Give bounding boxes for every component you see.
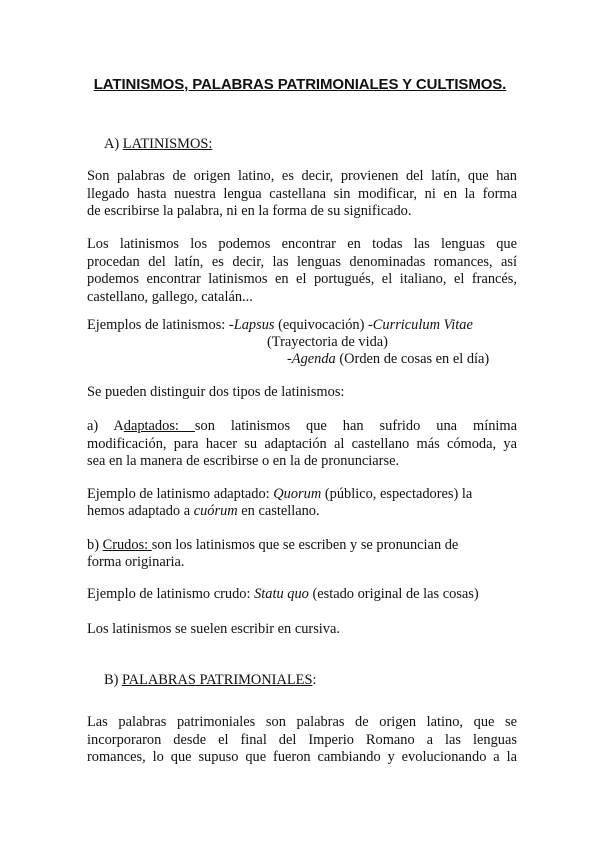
example-word-agenda: Agenda bbox=[291, 351, 336, 367]
paragraph-line: procedan del latín, es decir, las lenguas denominadas romances, así bbox=[87, 253, 517, 270]
example-word-lapsus: Lapsus bbox=[233, 317, 275, 333]
examples-line-3 bbox=[287, 351, 489, 369]
type-a-prefix: a) A bbox=[87, 418, 124, 434]
type-adaptados bbox=[87, 418, 517, 471]
example-word-curriculum: Curriculum Vitae bbox=[372, 317, 473, 333]
section-b-heading bbox=[104, 672, 316, 690]
paragraph-line: Las palabras patrimoniales son palabras de origen latino, que se bbox=[87, 714, 517, 730]
example-intro: Ejemplo de latinismo adaptado: bbox=[87, 486, 274, 502]
section-a-label: LATINISMOS: bbox=[122, 136, 213, 152]
example-meaning: (estado original de las cosas) bbox=[308, 586, 479, 602]
example-text: en castellano. bbox=[237, 503, 320, 519]
examples-line-2: (Trayectoria de vida) bbox=[267, 334, 388, 350]
section-b-prefix: B) bbox=[104, 672, 122, 688]
example-meaning: (equivocación) - bbox=[274, 317, 373, 333]
example-adapted-line-2 bbox=[87, 503, 320, 521]
type-crudos-line-2: forma originaria. bbox=[87, 554, 185, 570]
example-raw bbox=[87, 586, 479, 604]
type-crudos-line-1 bbox=[87, 537, 458, 555]
type-b-text: son los latinismos que se escriben y se pronuncian de bbox=[151, 537, 459, 553]
example-prefix: - bbox=[287, 351, 292, 367]
paragraph-line bbox=[87, 418, 517, 436]
paragraph-italics-note: Los latinismos se suelen escribir en cursiva. bbox=[87, 621, 340, 637]
paragraph-line: incorporaron desde el final del Imperio Romano a las lenguas bbox=[87, 731, 517, 748]
paragraph-line: podemos encontrar latinismos en el portugués, el italiano, el francés, bbox=[87, 271, 517, 287]
section-a-prefix: A) bbox=[104, 136, 123, 152]
type-a-text: son latinismos que han sufrido una mínima bbox=[194, 418, 517, 434]
paragraph-definition bbox=[87, 168, 517, 221]
type-b-prefix: b) bbox=[87, 537, 103, 553]
example-meaning: (público, espectadores) la bbox=[321, 486, 473, 502]
paragraph-line: Los latinismos los podemos encontrar en todas las lenguas que bbox=[87, 236, 517, 252]
section-b-suffix: : bbox=[312, 672, 317, 688]
example-word-quorum: Quorum bbox=[273, 486, 322, 502]
paragraph-languages bbox=[87, 236, 517, 306]
example-intro: Ejemplo de latinismo crudo: bbox=[87, 586, 255, 602]
example-adapted-line-1 bbox=[87, 486, 472, 504]
example-text: hemos adaptado a bbox=[87, 503, 194, 519]
paragraph-line: llegado hasta nuestra lengua castellana sin modificar, ni en la forma bbox=[87, 185, 517, 202]
paragraph-line: sea en la manera de escribirse o en la de pronunciarse. bbox=[87, 453, 400, 469]
example-word-statu-quo: Statu quo bbox=[254, 586, 309, 602]
paragraph-line: modificación, para hacer su adaptación al castellano más cómoda, ya bbox=[87, 435, 517, 452]
type-b-label: Crudos: bbox=[102, 537, 152, 553]
example-word-cuorum: cuórum bbox=[193, 503, 238, 519]
type-a-label: daptados: bbox=[123, 418, 195, 434]
paragraph-line: romances, lo que supuso que fueron cambiando y evolucionando a la bbox=[87, 749, 517, 765]
paragraph-patrimoniales bbox=[87, 714, 517, 767]
section-a-heading bbox=[104, 136, 212, 154]
page-title: LATINISMOS, PALABRAS PATRIMONIALES Y CULTISMOS. bbox=[93, 76, 507, 93]
paragraph-line: castellano, gallego, catalán... bbox=[87, 288, 253, 305]
paragraph-line: Son palabras de origen latino, es decir, provienen del latín, que han bbox=[87, 168, 517, 184]
example-meaning: (Orden de cosas en el día) bbox=[335, 351, 490, 367]
paragraph-types: Se pueden distinguir dos tipos de latinismos: bbox=[87, 384, 345, 400]
paragraph-line: de escribirse la palabra, ni en la forma de su significado. bbox=[87, 203, 412, 219]
section-b-label: PALABRAS PATRIMONIALES bbox=[122, 672, 313, 688]
examples-intro: Ejemplos de latinismos: - bbox=[87, 317, 234, 333]
examples-line-1 bbox=[87, 317, 473, 335]
